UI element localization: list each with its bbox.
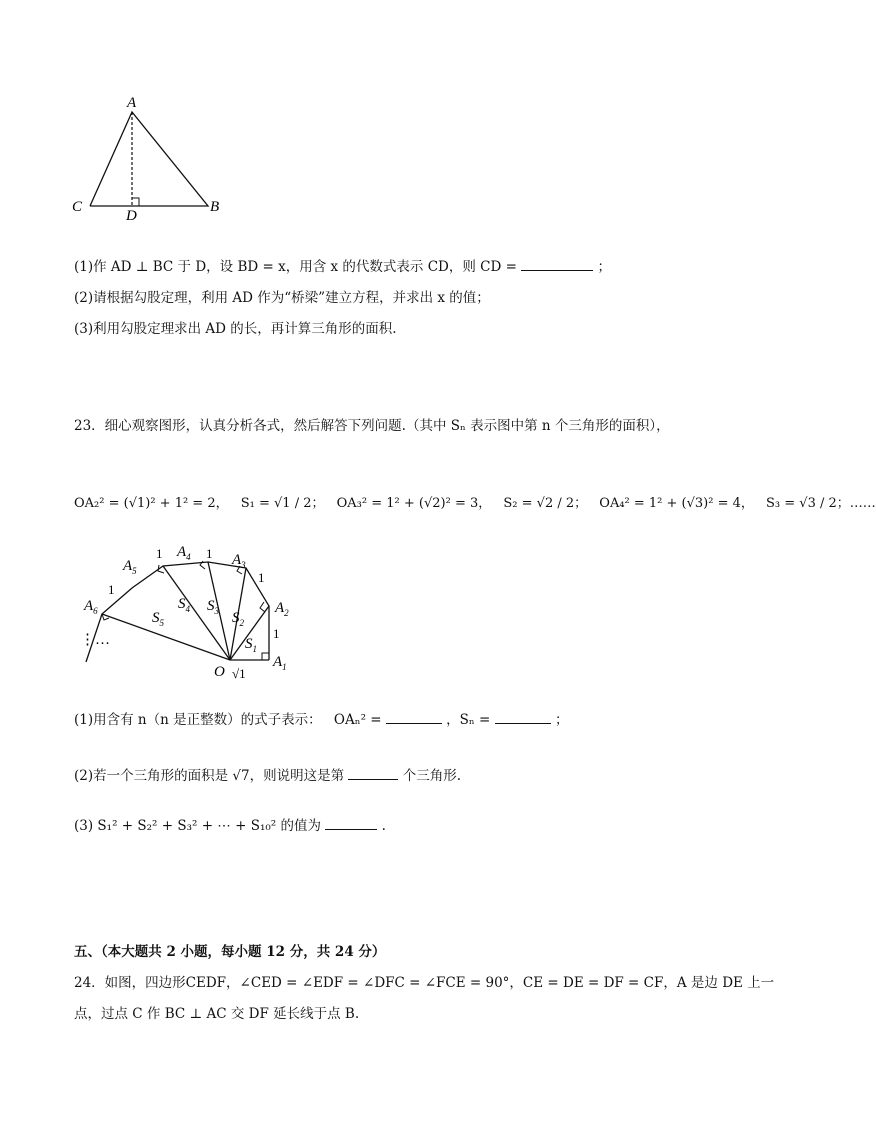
formula-1: S₁ = √1 / 2； xyxy=(240,496,325,511)
q23-part1-blank-a[interactable] xyxy=(386,711,442,724)
spoke-oa6 xyxy=(102,614,230,660)
area-label-s1: $S_1$ xyxy=(245,636,257,654)
q23-part3-text-a: (3) S₁² + S₂² + S₃² + ⋯ + S₁₀² 的值为 xyxy=(74,818,321,834)
q23-part3-blank[interactable] xyxy=(325,817,377,830)
q22-part1-text: (1)作 AD ⊥ BC 于 D，设 BD = x，用含 x 的代数式表示 CD，则 CD = xyxy=(74,259,517,275)
q23-part2 xyxy=(74,764,461,784)
q24-line1: 24．如图，四边形CEDF，∠CED = ∠EDF = ∠DFC = ∠FCE = 90°，CE = DE = DF = CF，A 是边 DE 上一 xyxy=(74,975,775,991)
q23-part3-text-b: . xyxy=(381,818,386,834)
formula-0: OA₂² = (√1)² + 1² = 2， xyxy=(74,496,229,511)
side-label-a2a3: 1 xyxy=(258,570,265,585)
point-label-a4: $A_4$ xyxy=(177,544,191,562)
triangle-figure xyxy=(60,90,240,225)
area-label-s2: $S_2$ xyxy=(232,610,244,628)
q22-part1-end: ； xyxy=(597,259,611,275)
label-b: B xyxy=(210,199,220,215)
point-label-a5: $A_5$ xyxy=(123,558,137,576)
section5-heading: 五、（本大题共 2 小题，每小题 12 分，共 24 分） xyxy=(74,944,386,960)
q22-part2: (2)请根据勾股定理，利用 AD 作为“桥梁”建立方程，并求出 x 的值； xyxy=(74,290,490,306)
q23-part1-oan: OAₙ² = xyxy=(333,712,382,728)
formula-4: OA₄² = 1² + (√3)² = 4， xyxy=(599,496,754,511)
label-d: D xyxy=(126,208,137,224)
triangle-outline xyxy=(90,112,208,206)
point-label-a1: $A_1$ xyxy=(273,654,287,672)
right-angle-mark xyxy=(132,198,139,206)
formula-5: S₃ = √3 / 2；…… xyxy=(766,496,876,511)
point-label-o: O xyxy=(214,664,225,680)
q23-formulas xyxy=(74,492,876,511)
side-label-a5a6: 1 xyxy=(108,582,115,597)
q23-intro: 23．细心观察图形，认真分析各式，然后解答下列问题.（其中 Sₙ 表示图中第 n 个三角形的面积）， xyxy=(74,418,670,434)
formula-2: OA₃² = 1² + (√2)² = 3， xyxy=(336,496,492,511)
q23-part1-end: ； xyxy=(554,712,569,728)
point-label-a6: $A_6$ xyxy=(84,598,98,616)
q23-part1-text: (1)用含有 n（n 是正整数）的式子表示： xyxy=(74,712,322,728)
area-label-s5: $S_5$ xyxy=(152,610,164,628)
side-label-a4a5: 1 xyxy=(156,546,163,561)
right-angle-a1 xyxy=(262,653,269,660)
q23-part2-text-a: (2)若一个三角形的面积是 √7，则说明这是第 xyxy=(74,768,345,784)
spiral-outline xyxy=(86,562,269,662)
right-angle-a2 xyxy=(260,602,265,612)
q22-part1 xyxy=(74,255,611,275)
q23-part2-text-b: 个三角形. xyxy=(402,768,461,784)
side-label-a3a4: 1 xyxy=(206,546,213,561)
point-label-a2: $A_2$ xyxy=(275,600,289,618)
point-label-a3: $A_3$ xyxy=(232,552,246,570)
label-a: A xyxy=(127,95,137,111)
q23-part2-blank[interactable] xyxy=(348,767,398,780)
area-label-s3: $S_3$ xyxy=(207,598,219,616)
q22-part1-blank[interactable] xyxy=(521,258,593,271)
q23-part1-blank-b[interactable] xyxy=(495,711,551,724)
q23-part1-sn: ，Sₙ = xyxy=(446,712,491,728)
q24-line2: 点，过点 C 作 BC ⊥ AC 交 DF 延长线于点 B. xyxy=(74,1006,360,1022)
label-c: C xyxy=(72,199,83,215)
continuation-dots: ⋮… xyxy=(80,632,110,648)
formula-3: S₂ = √2 / 2； xyxy=(503,496,588,511)
q23-part1 xyxy=(74,708,568,728)
q22-part3: (3)利用勾股定理求出 AD 的长，再计算三角形的面积. xyxy=(74,321,397,337)
base-label-oa1: √1 xyxy=(232,666,246,681)
area-label-s4: $S_4$ xyxy=(178,596,190,614)
side-label-a1a2: 1 xyxy=(273,626,280,641)
spiral-figure xyxy=(72,540,332,690)
q23-part3 xyxy=(74,814,386,834)
